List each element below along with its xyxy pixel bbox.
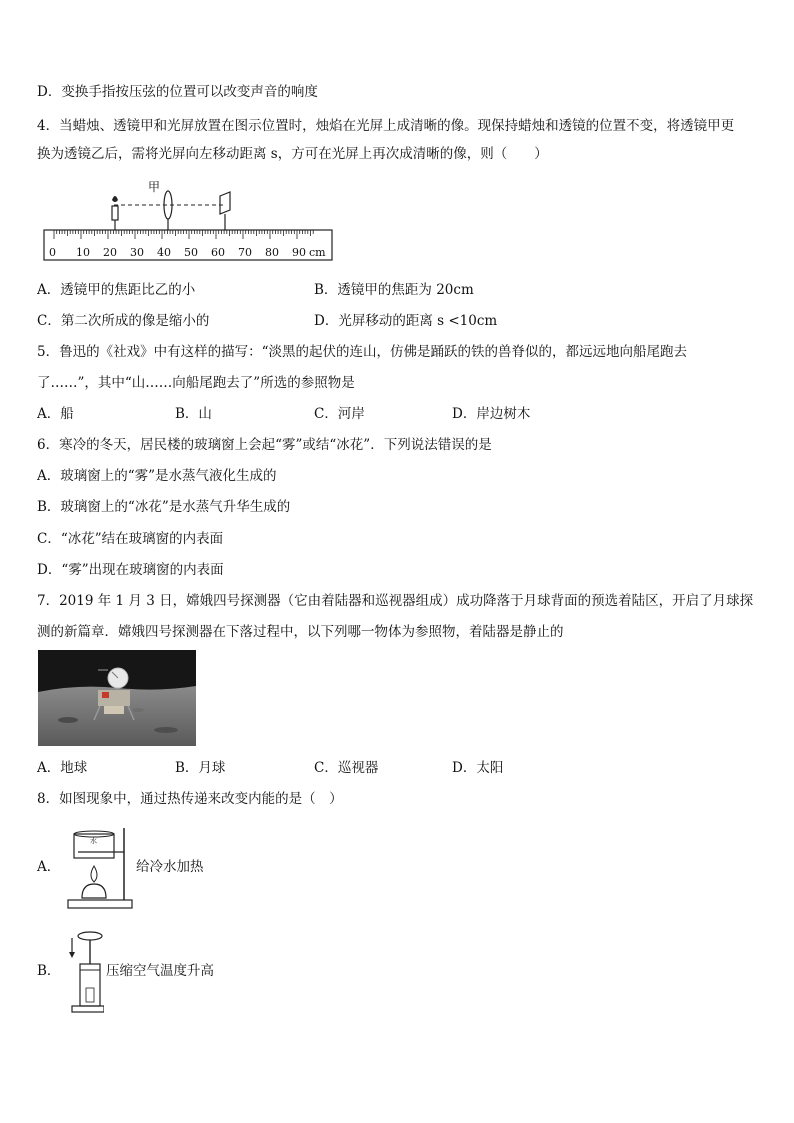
q5-stem-line1: 5．鲁迅的《社戏》中有这样的描写：“淡黑的起伏的连山，仿佛是踊跃的铁的兽脊似的，都远远地向船尾跑去 <box>37 344 687 360</box>
q4-option-d: D．光屏移动的距离 s <10cm <box>314 313 498 329</box>
q8-option-a-letter: A． <box>37 859 61 875</box>
ruler-tick-label: 90 <box>292 246 306 259</box>
q5-option-d: D．岸边树木 <box>452 406 531 422</box>
ruler-tick-label: 80 <box>265 246 279 259</box>
ruler-tick-label: 30 <box>130 246 144 259</box>
ruler-tick-label: 70 <box>238 246 252 259</box>
q4-option-a: A．透镜甲的焦距比乙的小 <box>37 282 196 298</box>
q8-option-b-caption: 压缩空气温度升高 <box>106 963 214 979</box>
ruler-unit-label: cm <box>309 246 326 259</box>
convex-lens-icon <box>164 191 172 230</box>
q8-stem: 8．如图现象中，通过热传递来改变内能的是（ ） <box>37 791 343 807</box>
q7-stem-line1: 7．2019 年 1 月 3 日，嫦娥四号探测器（它由着陆器和巡视器组成）成功降落于月球背面的预选着陆区，开启了月球探 <box>37 593 754 609</box>
q7-lunar-lander-photo <box>38 650 196 746</box>
ruler-tick-label: 40 <box>157 246 171 259</box>
q6-stem: 6．寒冷的冬天，居民楼的玻璃窗上会起“雾”或结“冰花”．下列说法错误的是 <box>37 437 492 453</box>
q7-option-b: B．月球 <box>175 760 226 776</box>
ruler-tick-label: 60 <box>211 246 225 259</box>
q4-option-b: B．透镜甲的焦距为 20cm <box>314 282 474 298</box>
lens-label: 甲 <box>148 180 161 194</box>
q7-option-c: C．巡视器 <box>314 760 379 776</box>
ruler-tick-label: 50 <box>184 246 198 259</box>
q8-heating-water-figure <box>66 826 136 912</box>
q3-option-d: D．变换手指按压弦的位置可以改变声音的响度 <box>37 84 318 100</box>
q4-stem-line1: 4．当蜡烛、透镜甲和光屏放置在图示位置时，烛焰在光屏上成清晰的像。现保持蜡烛和透镜的位置不变，将透镜甲更 <box>37 118 735 134</box>
q6-option-a: A．玻璃窗上的“雾”是水蒸气液化生成的 <box>37 468 277 484</box>
q7-option-a: A．地球 <box>37 760 88 776</box>
q7-option-d: D．太阳 <box>452 760 504 776</box>
q8-option-a-caption: 给冷水加热 <box>136 859 204 875</box>
q6-option-b: B．玻璃窗上的“冰花”是水蒸气升华生成的 <box>37 499 291 515</box>
q4-stem-line2: 换为透镜乙后，需将光屏向左移动距离 s，方可在光屏上再次成清晰的像，则（ ） <box>37 146 548 162</box>
candle-icon <box>112 196 118 230</box>
q4-optical-bench-figure <box>40 178 340 266</box>
ruler-tick-label: 20 <box>103 246 117 259</box>
q6-option-d: D．“雾”出现在玻璃窗的内表面 <box>37 562 224 578</box>
svg-text:水: 水 <box>90 837 97 845</box>
q4-option-c: C．第二次所成的像是缩小的 <box>37 313 210 329</box>
q8-option-b-letter: B． <box>37 963 61 979</box>
ruler-tick-label: 0 <box>49 246 56 259</box>
ruler-tick-label: 10 <box>76 246 90 259</box>
q7-stem-line2: 测的新篇章．嫦娥四号探测器在下落过程中，以下列哪一物体为参照物，着陆器是静止的 <box>37 624 564 640</box>
q6-option-c: C．“冰花”结在玻璃窗的内表面 <box>37 531 224 547</box>
q5-option-b: B．山 <box>175 406 212 422</box>
q5-option-a: A．船 <box>37 406 74 422</box>
q5-option-c: C．河岸 <box>314 406 365 422</box>
light-screen-icon <box>220 192 230 230</box>
q8-air-compression-figure <box>64 930 104 1014</box>
q5-stem-line2: 了……”，其中“山……向船尾跑去了”所选的参照物是 <box>37 375 355 391</box>
